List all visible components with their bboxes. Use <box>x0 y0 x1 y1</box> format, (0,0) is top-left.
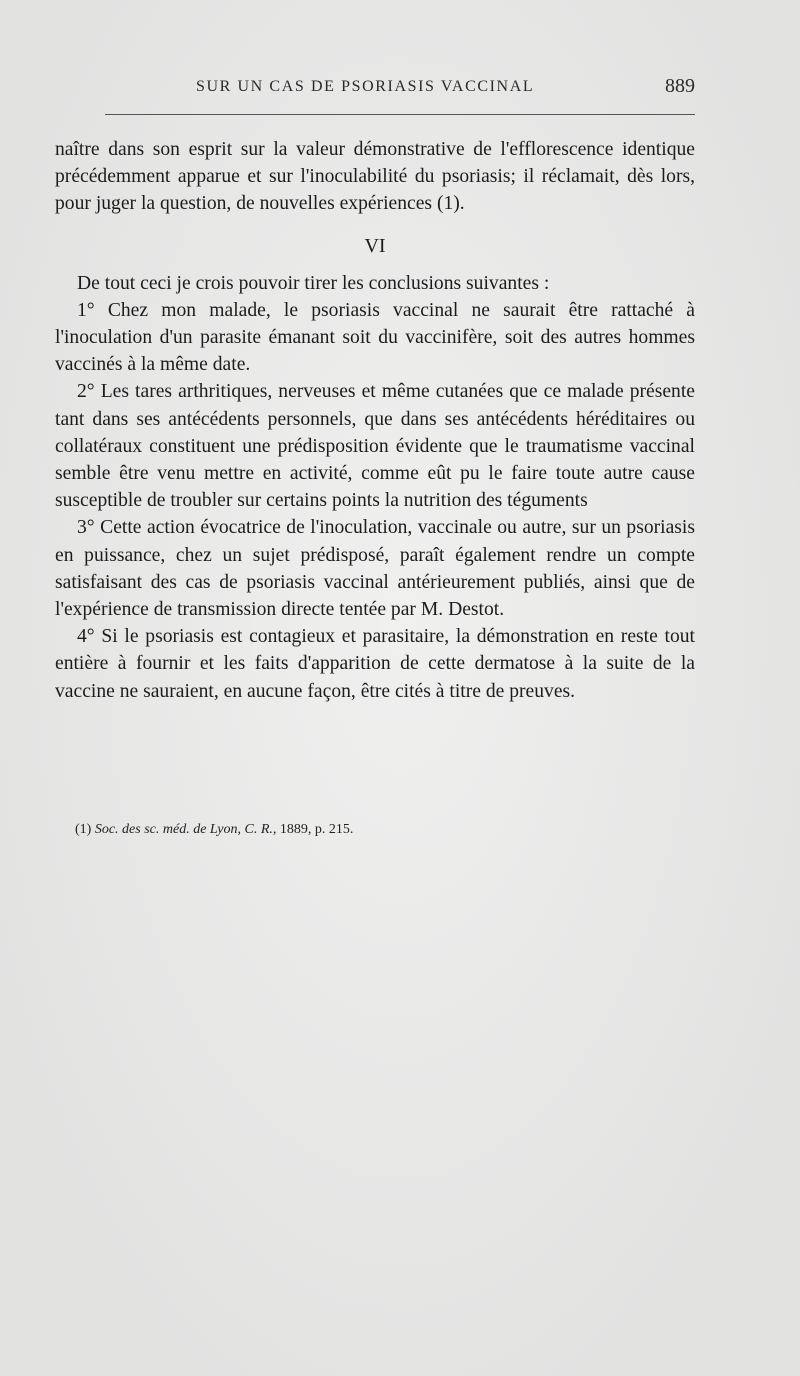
conclusion-item: 1° Chez mon malade, le psoriasis vaccinal ne saurait être rattaché à l'inoculation d'un parasite émanant soit du vaccinifère, soit des autres hommes vaccinés à la même date. <box>55 299 695 376</box>
section-heading: VI <box>364 234 386 257</box>
main-text <box>55 136 695 705</box>
footnote-details: 1889, p. 215. <box>279 822 354 837</box>
page-number: 889 <box>665 75 695 97</box>
opening-paragraph: naître dans son esprit sur la valeur démonstrative de l'efflorescence identique précédemment apparue et sur l'inoculabilité du psoriasis; il réclamait, dès lors, pour juger la question, de nouvelles expériences (1). <box>55 139 695 215</box>
conclusion-item: 4° Si le psoriasis est contagieux et parasitaire, la démonstration en reste tout entière à fournir et les faits d'apparition de cette dermatose à la suite de la vaccine ne sauraient, en aucune façon, être cités à titre de preuves. <box>55 626 695 702</box>
conclusion-item: 3° Cette action évocatrice de l'inoculation, vaccinale ou autre, sur un psoriasis en puissance, chez un sujet prédisposé, paraît également rendre un compte satisfaisant des cas de psoriasis vaccinal antérieurement publiés, ainsi que de l'expérience de transmission directe tentée par M. Destot. <box>55 517 695 621</box>
running-title: SUR UN CAS DE PSORIASIS VACCINAL <box>196 78 535 95</box>
conclusion-item: 2° Les tares arthritiques, nerveuses et même cutanées que ce malade présente tant dans ses antécédents personnels, que dans ses antécédents héréditaires ou collatéraux constituent une prédisposition évidente que le traumatisme vaccinal semble être venu mettre en activité, comme eût pu le faire toute autre cause susceptible de troubler sur certains points la nutrition des téguments <box>55 381 695 512</box>
footnote-source: Soc. des sc. méd. de Lyon, C. R., <box>94 822 277 837</box>
footnote <box>75 822 675 838</box>
conclusions-intro: De tout ceci je crois pouvoir tirer les conclusions suivantes : <box>77 272 550 294</box>
footnote-marker: (1) <box>75 822 92 837</box>
header-rule <box>105 114 695 115</box>
